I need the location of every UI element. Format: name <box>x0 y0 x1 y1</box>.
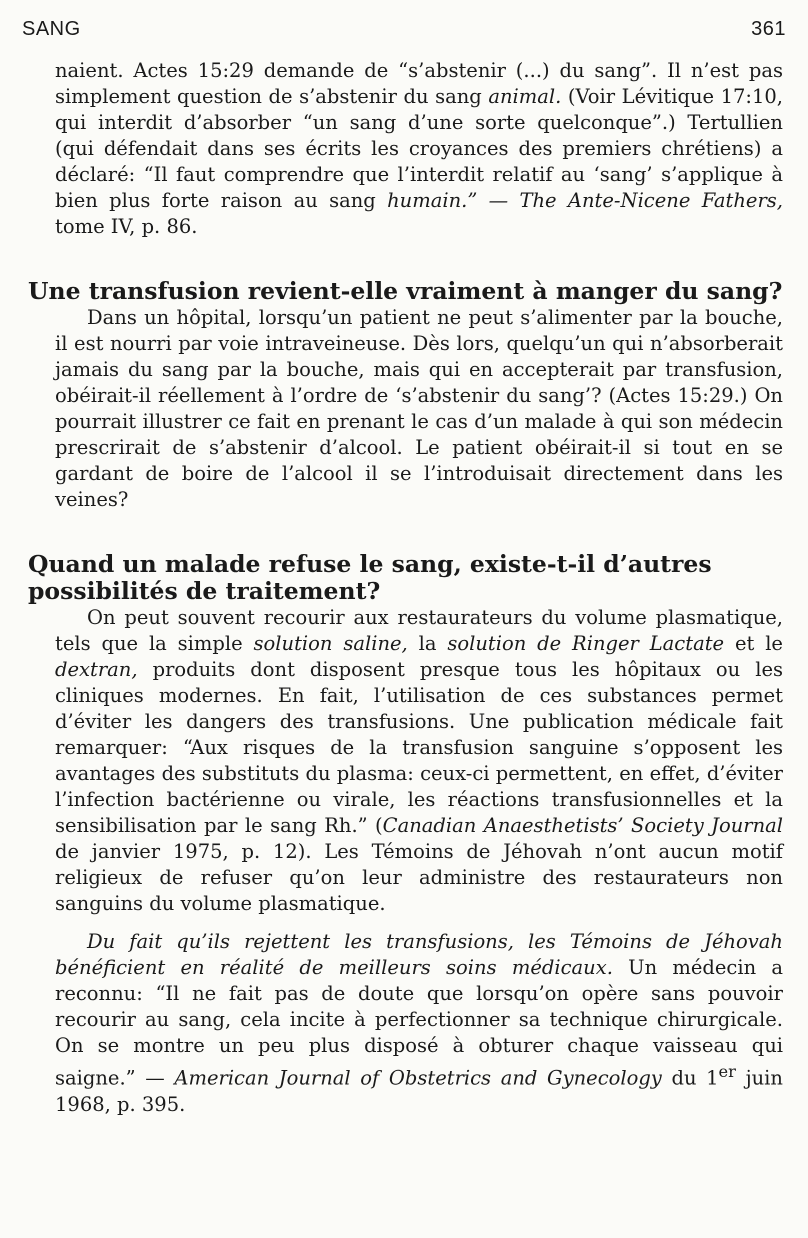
section-heading-alternatives: Quand un malade refuse le sang, existe-t-il d’autres possibilités de traitement? <box>28 550 712 605</box>
intro-paragraph: naient. Actes 15:29 demande de “s’abstenir (...) du sang”. Il n’est pas simplement question de s’abstenir du sang animal. (Voir Lévitique 17:10, qui interdit d’absorber “un sang d’une sorte quelconque”.) Tertullien (qui défendait dans ses écrits les croyances des premiers chrétiens) a déclaré: “Il faut comprendre que l’interdit relatif au ‘sang’ s’applique à bien plus forte raison au sang humain.” — The Ante-Nicene Fathers, tome IV, p. 86. <box>55 59 783 238</box>
page-content <box>28 58 784 1118</box>
running-header <box>22 18 786 41</box>
alternatives-paragraph: On peut souvent recourir aux restaurateurs du volume plasmatique, tels que la simple solution saline, la solution de Ringer Lactate et le dextran, produits dont disposent presque tous les hôpitaux ou les cliniques modernes. En fait, l’utilisation de ces substances permet d’éviter les dangers des transfusions. Une publication médicale fait remarquer: “Aux risques de la transfusion sanguine s’opposent les avantages des substituts du plasma: ceux-ci permettent, en effet, d’éviter l’infection bactérienne ou virale, les réactions transfusionnelles et la sensibilisation par le sang Rh.” (Canadian Anaesthetists’ Society Journal de janvier 1975, p. 12). Les Témoins de Jéhovah n’ont aucun motif religieux de refuser qu’on leur administre des restaurateurs non sanguins du volume plasmatique. <box>55 606 784 915</box>
page-number: 361 <box>751 18 786 40</box>
care-paragraph: Du fait qu’ils rejettent les transfusions, les Témoins de Jéhovah bénéficient en réalité de meilleurs soins médicaux. Un médecin a reconnu: “Il ne fait pas de doute que lorsqu’on opère sans pouvoir recourir au sang, cela incite à perfectionner sa technique chirurgicale. On se montre un peu plus disposé à obturer chaque vaisseau qui saigne.” — American Journal of Obstetrics and Gynecology du 1er juin 1968, p. 395. <box>55 930 783 1116</box>
transfusion-paragraph: Dans un hôpital, lorsqu’un patient ne peut s’alimenter par la bouche, il est nourri par voie intraveineuse. Dès lors, quelqu’un qui n’absorberait jamais du sang par la bouche, mais qui en accepterait par transfusion, obéirait-il réellement à l’ordre de ‘s’abstenir du sang’? (Actes 15:29.) On pourrait illustrer ce fait en prenant le cas d’un malade à qui son médecin prescrirait de s’abstenir d’alcool. Le patient obéirait-il si tout en se gardant de boire de l’alcool il se l’introduisait directement dans les veines? <box>55 306 783 511</box>
section-title: SANG <box>22 18 81 40</box>
section-heading-transfusion: Une transfusion revient-elle vraiment à manger du sang? <box>28 277 783 305</box>
